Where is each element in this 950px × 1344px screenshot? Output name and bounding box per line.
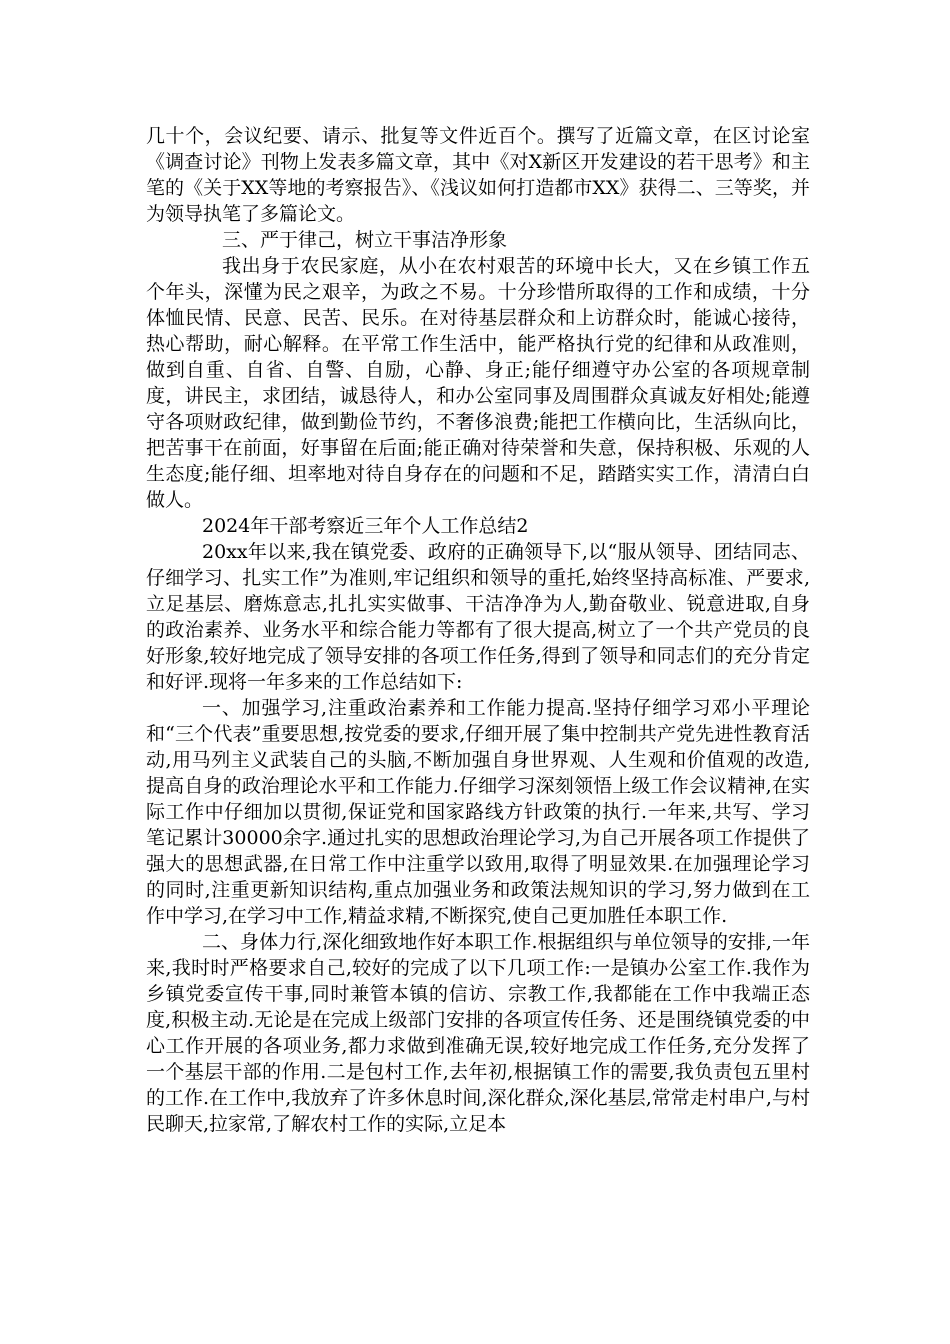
paragraph-intro: 20xx年以来,我在镇党委、政府的正确领导下,以“服从领导、团结同志、仔细学习、扎实工作”为准则,牢记组织和领导的重托,始终坚持高标准、严要求,立足基层、磨炼意志,扎扎实实做事、干洁净净为人,勤奋敬业、锐意进取,自身的政治素养、业务水平和综合能力等都有了很大提高,树立了一个共产党员的良好形象,较好地完成了领导安排的各项工作任务,得到了领导和同志们的充分肯定和好评.现将一年多来的工作总结如下:	[146, 541, 810, 693]
paragraph-study: 一、加强学习,注重政治素养和工作能力提高.坚持仔细学习邓小平理论和“三个代表”重要思想,按党委的要求,仔细开展了集中控制共产党先进性教育活动,用马列主义武装自己的头脑,不断加强自身世界观、人生观和价值观的改造,提高自身的政治理论水平和工作能力.仔细学习深刻领悟上级工作会议精神,在实际工作中仔细加以贯彻,保证党和国家路线方针政策的执行.一年来,共写、学习笔记累计30000余字.通过扎实的思想政治理论学习,为自己开展各项工作提供了强大的思想武器,在日常工作中注重学以致用,取得了明显效果.在加强理论学习的同时,注重更新知识结构,重点加强业务和政策法规知识的学习,努力做到在工作中学习,在学习中工作,精益求精,不断探究,使自己更加胜任本职工作.	[146, 697, 810, 927]
document-subtitle: 2024年干部考察近三年个人工作总结2	[202, 515, 529, 537]
section-heading-3: 三、严于律己，树立干事洁净形象	[222, 229, 508, 251]
paragraph-work: 二、身体力行,深化细致地作好本职工作.根据组织与单位领导的安排,一年来,我时时严格要求自己,较好的完成了以下几项工作:一是镇办公室工作.我作为乡镇党委宣传干事,同时兼管本镇的信访、宗教工作,我都能在工作中我端正态度,积极主动.无论是在完成上级部门安排的各项宣传任务、还是围绕镇党委的中心工作开展的各项业务,都力求做到准确无误,较好地完成工作任务,充分发挥了一个基层干部的作用.二是包村工作,去年初,根据镇工作的需要,我负责包五里村的工作.在工作中,我放弃了许多休息时间,深化群众,深化基层,常常走村串户,与村民聊天,拉家常,了解农村工作的实际,立足本	[146, 931, 810, 1135]
document-body	[146, 123, 810, 1137]
paragraph-self-discipline: 我出身于农民家庭，从小在农村艰苦的环境中长大，又在乡镇工作五个年头，深懂为民之艰辛，为政之不易。十分珍惜所取得的工作和成绩，十分体恤民情、民意、民苦、民乐。在对待基层群众和上访群众时，能诚心接待，热心帮助，耐心解释。在平常工作生活中，能严格执行党的纪律和从政准则，做到自重、自省、自警、自励，心静、身正;能仔细遵守办公室的各项规章制度，讲民主，求团结，诚恳待人，和办公室同事及周围群众真诚友好相处;能遵守各项财政纪律，做到勤俭节约，不奢侈浪费;能把工作横向比，生活纵向比，把苦事干在前面，好事留在后面;能正确对待荣誉和失意，保持积极、乐观的人生态度;能仔细、坦率地对待自身存在的问题和不足，踏踏实实工作，清清白白做人。	[146, 255, 810, 511]
paragraph-continued: 几十个，会议纪要、请示、批复等文件近百个。撰写了近篇文章，在区讨论室《调查讨论》刊物上发表多篇文章，其中《对X新区开发建设的若干思考》和主笔的《关于XX等地的考察报告》、《浅议如何打造都市XX》获得二、三等奖，并为领导执笔了多篇论文。	[146, 125, 810, 225]
